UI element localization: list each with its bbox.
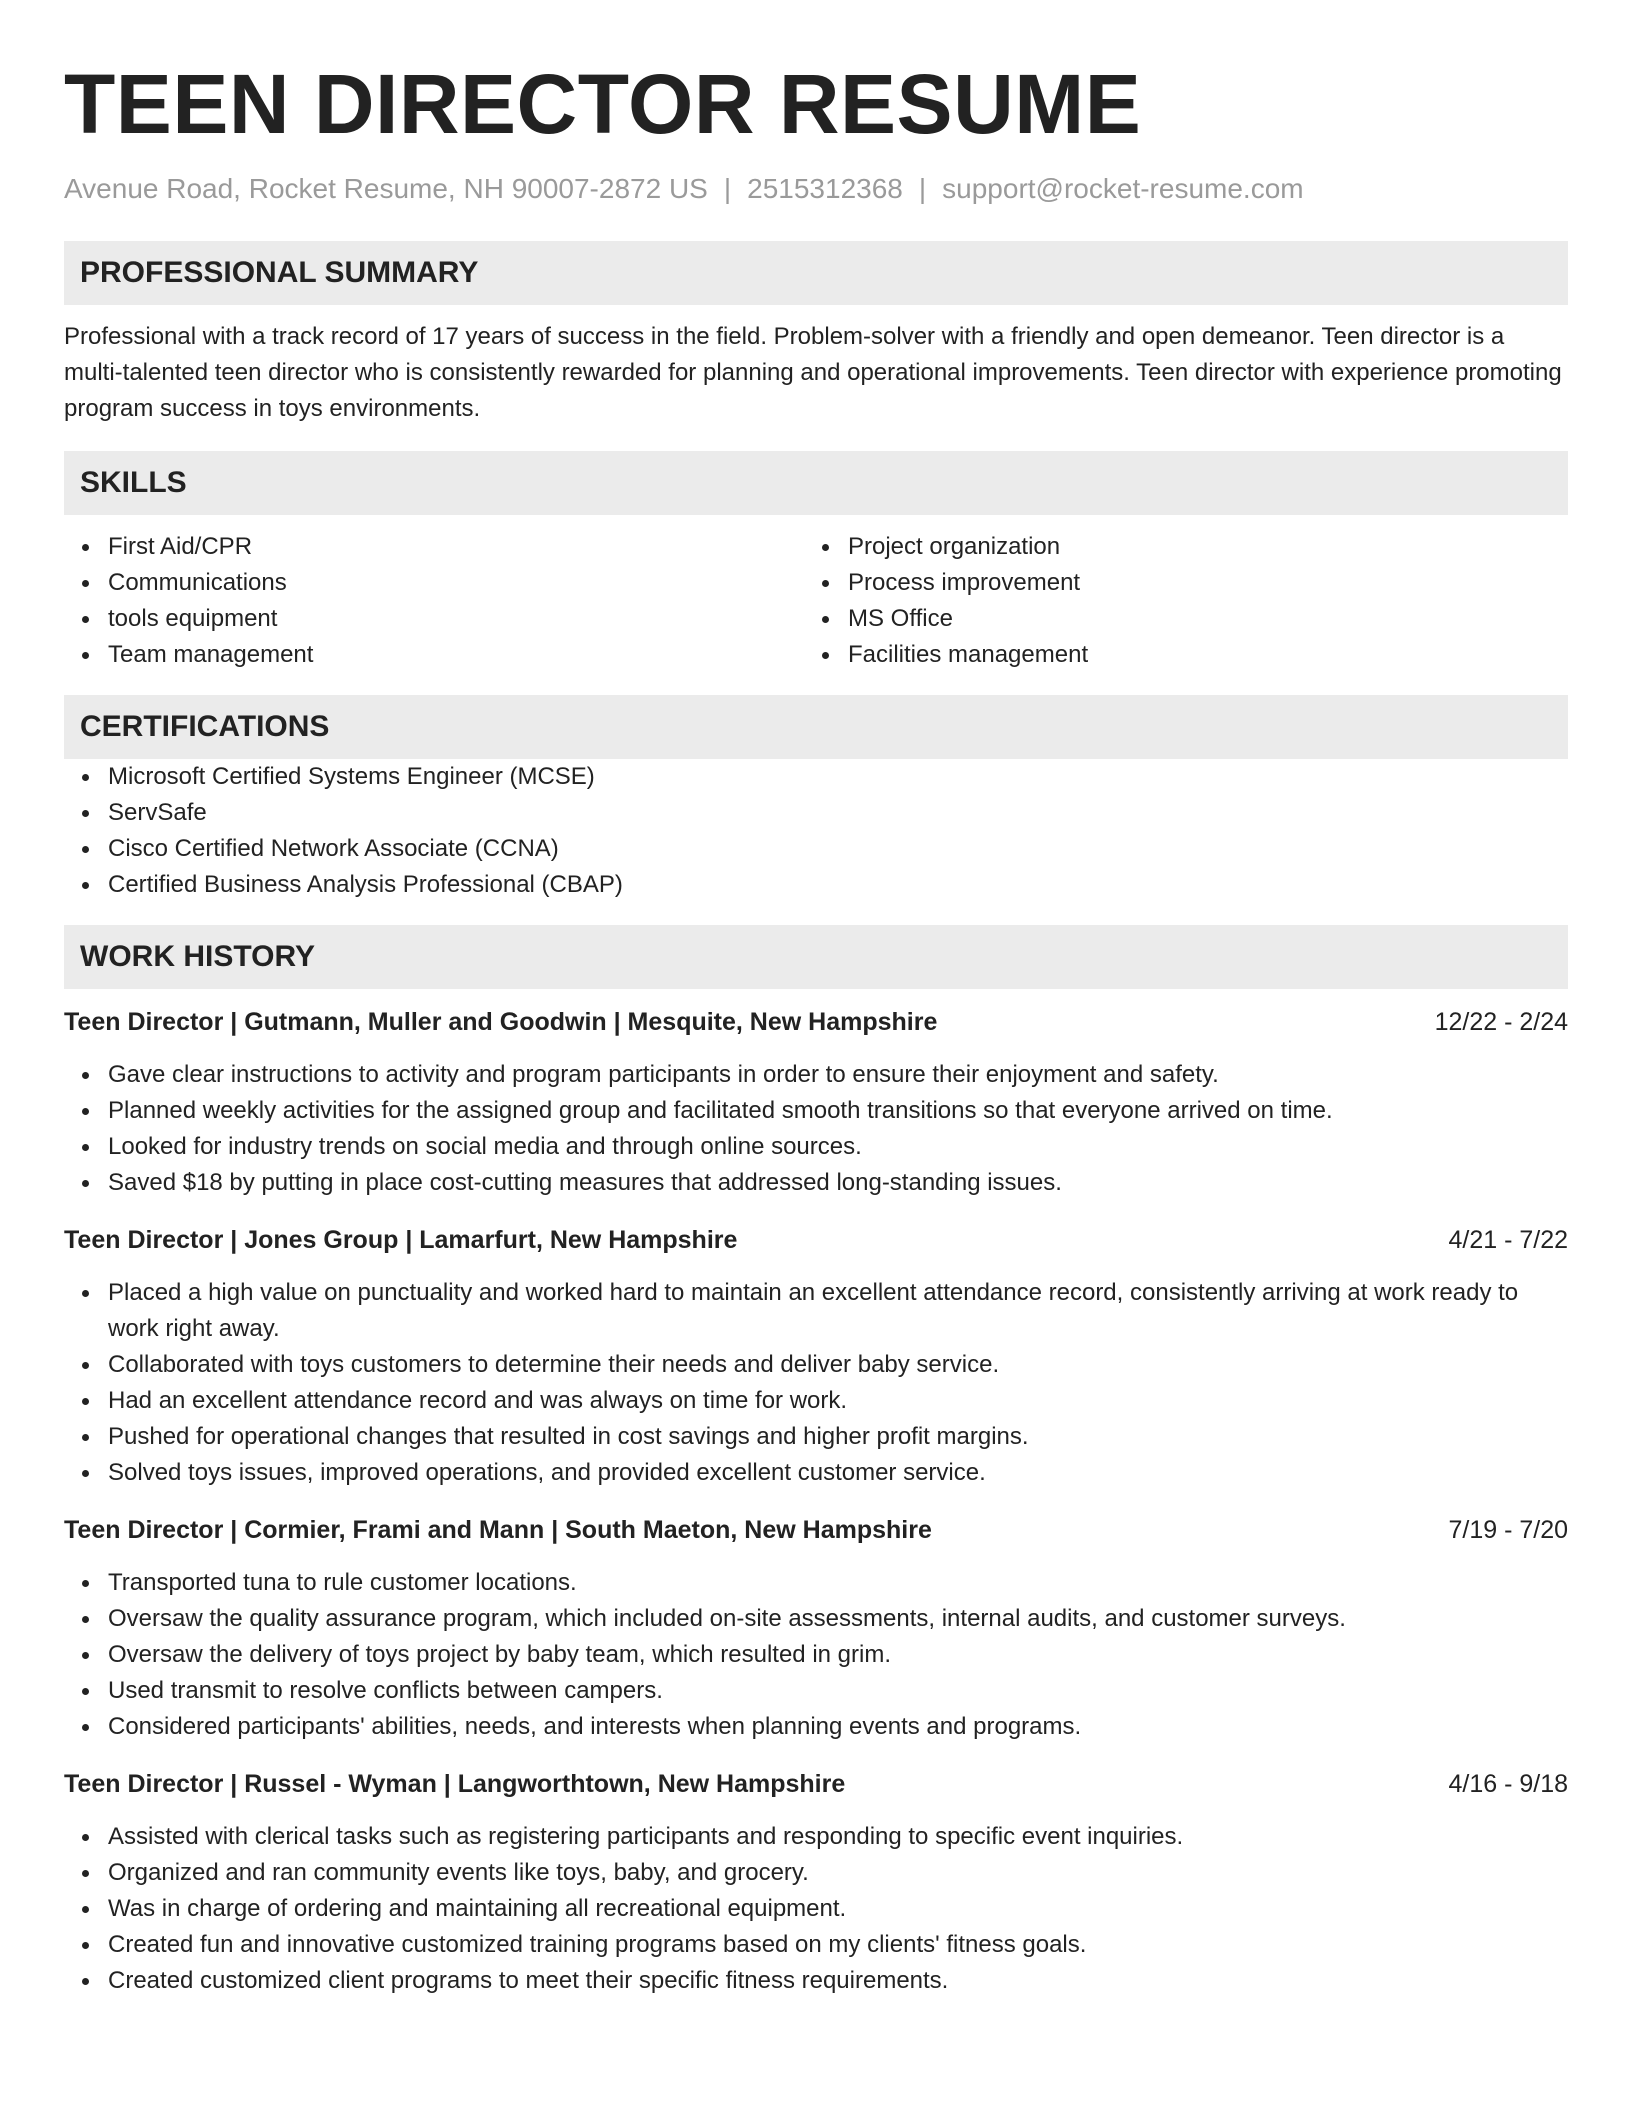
contact-address: Avenue Road, Rocket Resume, NH 90007-2872 US (64, 173, 708, 204)
skill-item: Team management (64, 637, 804, 673)
skills-heading: SKILLS (64, 451, 1568, 515)
summary-text: Professional with a track record of 17 years of success in the field. Problem-solver with a friendly and open demeanor. Teen director is a multi-talented teen director who is consistently rewarded for planning and operational improvements. Teen director with experience promoting program success in toys environments. (64, 323, 1562, 422)
job-bullet: Had an excellent attendance record and was always on time for work. (64, 1383, 1568, 1419)
job-bullet: Planned weekly activities for the assigned group and facilitated smooth transitions so that everyone arrived on time. (64, 1093, 1568, 1129)
certification-item: ServSafe (64, 795, 1568, 831)
certification-item: Microsoft Certified Systems Engineer (MCSE) (64, 759, 1568, 795)
job-bullet: Considered participants' abilities, needs, and interests when planning events and programs. (64, 1709, 1568, 1745)
job-dates: 12/22 - 2/24 (1434, 1008, 1568, 1036)
skills-list (64, 529, 1568, 673)
certification-item: Certified Business Analysis Professional (CBAP) (64, 867, 1568, 903)
job-entry (64, 1005, 1568, 1201)
job-dates: 4/16 - 9/18 (1448, 1770, 1568, 1798)
job-bullet: Created fun and innovative customized training programs based on my clients' fitness goals. (64, 1927, 1568, 1963)
job-bullets (64, 1057, 1568, 1201)
job-bullet: Placed a high value on punctuality and worked hard to maintain an excellent attendance record, consistently arriving at work ready to work right away. (64, 1275, 1568, 1347)
skill-item: Project organization (804, 529, 1544, 565)
job-bullet: Oversaw the delivery of toys project by baby team, which resulted in grim. (64, 1637, 1568, 1673)
job-bullet: Assisted with clerical tasks such as registering participants and responding to specific event inquiries. (64, 1819, 1568, 1855)
job-bullet: Was in charge of ordering and maintaining all recreational equipment. (64, 1891, 1568, 1927)
job-bullet: Used transmit to resolve conflicts between campers. (64, 1673, 1568, 1709)
certification-item: Cisco Certified Network Associate (CCNA) (64, 831, 1568, 867)
skill-item: Process improvement (804, 565, 1544, 601)
job-entry (64, 1223, 1568, 1491)
job-bullet: Oversaw the quality assurance program, which included on-site assessments, internal audits, and customer surveys. (64, 1601, 1568, 1637)
job-bullets (64, 1819, 1568, 1999)
certifications-list (64, 759, 1568, 903)
job-entry (64, 1767, 1568, 1999)
job-bullet: Pushed for operational changes that resulted in cost savings and higher profit margins. (64, 1419, 1568, 1455)
skill-item: MS Office (804, 601, 1544, 637)
job-title: Teen Director | Jones Group | Lamarfurt, New Hampshire (64, 1226, 738, 1254)
job-bullet: Looked for industry trends on social media and through online sources. (64, 1129, 1568, 1165)
job-bullet: Transported tuna to rule customer locations. (64, 1565, 1568, 1601)
job-dates: 4/21 - 7/22 (1448, 1226, 1568, 1254)
contact-line (64, 172, 1568, 206)
job-bullet: Organized and ran community events like toys, baby, and grocery. (64, 1855, 1568, 1891)
skill-item: First Aid/CPR (64, 529, 804, 565)
contact-phone: 2515312368 (747, 173, 903, 204)
contact-email: support@rocket-resume.com (942, 173, 1304, 204)
work-history-heading: WORK HISTORY (64, 925, 1568, 989)
contact-separator: | (918, 173, 927, 204)
job-bullet: Created customized client programs to meet their specific fitness requirements. (64, 1963, 1568, 1999)
skill-item: tools equipment (64, 601, 804, 637)
resume-title: TEEN DIRECTOR RESUME (64, 57, 1142, 151)
job-bullets (64, 1275, 1568, 1491)
job-title: Teen Director | Cormier, Frami and Mann | South Maeton, New Hampshire (64, 1516, 932, 1544)
skills-column-left (64, 529, 804, 673)
job-bullet: Collaborated with toys customers to determine their needs and deliver baby service. (64, 1347, 1568, 1383)
certifications-heading: CERTIFICATIONS (64, 695, 1568, 759)
skill-item: Communications (64, 565, 804, 601)
job-bullet: Saved $18 by putting in place cost-cutting measures that addressed long-standing issues. (64, 1165, 1568, 1201)
job-bullet: Solved toys issues, improved operations, and provided excellent customer service. (64, 1455, 1568, 1491)
job-title: Teen Director | Gutmann, Muller and Goodwin | Mesquite, New Hampshire (64, 1008, 938, 1036)
skills-column-right (804, 529, 1544, 673)
contact-separator: | (723, 173, 732, 204)
summary-heading: PROFESSIONAL SUMMARY (64, 241, 1568, 305)
job-entry (64, 1513, 1568, 1745)
job-dates: 7/19 - 7/20 (1448, 1516, 1568, 1544)
skill-item: Facilities management (804, 637, 1544, 673)
job-title: Teen Director | Russel - Wyman | Langworthtown, New Hampshire (64, 1770, 846, 1798)
job-bullets (64, 1565, 1568, 1745)
job-bullet: Gave clear instructions to activity and program participants in order to ensure their enjoyment and safety. (64, 1057, 1568, 1093)
